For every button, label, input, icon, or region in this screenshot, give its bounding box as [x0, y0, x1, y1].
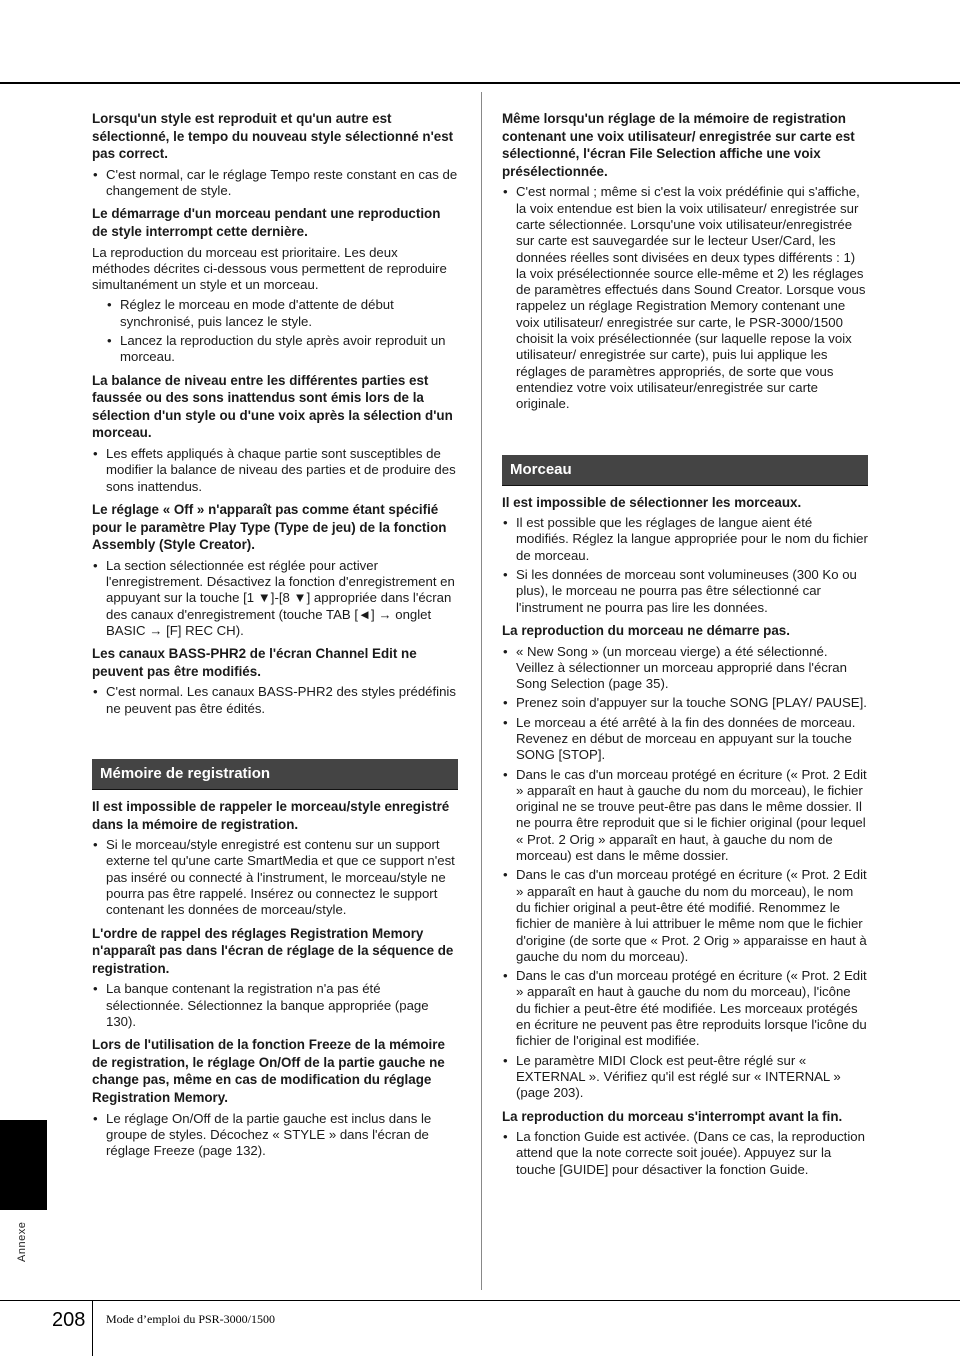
- problem-heading: Le démarrage d'un morceau pendant une reproduction de style interrompt cette dernière.: [92, 206, 441, 239]
- solution-item: • Il est possible que les réglages de langue aient été modifiés. Réglez la langue appropriée pour le nom du fichier de morceau.: [502, 515, 868, 564]
- problem-heading: La reproduction du morceau s'interrompt avant la fin.: [502, 1108, 843, 1124]
- solution-item: • « New Song » (un morceau vierge) a été sélectionné. Veillez à sélectionner un morceau approprié dans l'écran Song Selection (page 35).: [502, 644, 868, 693]
- solution-item: • Dans le cas d'un morceau protégé en écriture (« Prot. 2 Edit » apparaît en haut à gauche du nom du morceau), le nom du fichier original a peut-être été modifié. Renommez le fichier de manière à lui attribuer le même nom que le fichier d'origine (de sorte que « Prot. 2 Orig » apparaisse en haut à gauche du nom du morceau).: [502, 867, 868, 965]
- solution-list: [92, 1111, 458, 1160]
- problem-heading: Même lorsqu'un réglage de la mémoire de registration contenant une voix utilisateur/ enregistrée sur carte est sélectionné, l'écran File Selection affiche une voix présélectionnée.: [502, 111, 855, 179]
- solution-list: [502, 1129, 868, 1178]
- solution-list: [92, 837, 458, 918]
- solution-item: • Le morceau a été arrêté à la fin des données de morceau. Revenez en début de morceau en appuyant sur la touche SONG [STOP].: [502, 715, 868, 764]
- solution-item: • Lancez la reproduction du style après avoir reproduit un morceau.: [106, 333, 458, 366]
- solution-item: • Prenez soin d'appuyer sur la touche SONG [PLAY/ PAUSE].: [502, 695, 868, 711]
- section-header-registration: Mémoire de registration: [92, 759, 458, 790]
- solution-list: [502, 644, 868, 1102]
- solution-item: • Si le morceau/style enregistré est contenu sur un support externe tel qu'une carte SmartMedia et que ce support n'est pas inséré ou connecté à l'instrument, le morceau/style ne pourra pas être rappelé. Insérez ou connectez le support contenant les données de morceau/style.: [92, 837, 458, 918]
- solution-item: • Dans le cas d'un morceau protégé en écriture (« Prot. 2 Edit » apparaît en haut à gauche du nom du morceau), l'icône du fichier a peut-être été modifiée. Les morceaux protégés en écriture ne peuvent pas être reproduits lorsque l'icône du fichier de l'original est modifiée.: [502, 968, 868, 1049]
- solution-list: [502, 184, 868, 412]
- left-column: [92, 110, 458, 1166]
- solution-item: • C'est normal, car le réglage Tempo reste constant en cas de changement de style.: [92, 167, 458, 200]
- solution-item: • Dans le cas d'un morceau protégé en écriture (« Prot. 2 Edit » apparaît en haut à gauche du nom du morceau), le fichier original ne se trouve peut-être pas dans le même dossier. Il ne pourra être reproduit que si le fichier original (pour lequel « Prot. 2 Orig » apparaît en haut, à gauche du nom de morceau) est dans le même dossier.: [502, 767, 868, 865]
- page-number: 208: [52, 1309, 86, 1331]
- problem-heading: La reproduction du morceau ne démarre pas.: [502, 622, 790, 638]
- footer-divider: [92, 1300, 93, 1356]
- solution-item: • La fonction Guide est activée. (Dans ce cas, la reproduction attend que la note correcte soit jouée). Appuyez sur la touche [GUIDE] pour désactiver la fonction Guide.: [502, 1129, 868, 1178]
- solution-item: • Le réglage On/Off de la partie gauche est inclus dans le groupe de styles. Décochez « STYLE » dans l'écran de réglage Freeze (page 132).: [92, 1111, 458, 1160]
- manual-title: Mode d’emploi du PSR-3000/1500: [106, 1312, 276, 1326]
- column-divider: [481, 92, 482, 1290]
- bottom-rule: [0, 1300, 960, 1301]
- solution-item: • Le paramètre MIDI Clock est peut-être réglé sur « EXTERNAL ». Vérifiez qu'il est réglé sur « INTERNAL » (page 203).: [502, 1053, 868, 1102]
- solution-list: [92, 446, 458, 495]
- chapter-tab: [0, 1120, 47, 1210]
- problem-heading: Les canaux BASS-PHR2 de l'écran Channel Edit ne peuvent pas être modifiés.: [92, 646, 417, 679]
- problem-heading: Lors de l'utilisation de la fonction Freeze de la mémoire de registration, le réglage On/Off de la partie gauche ne change pas, même en cas de modification du réglage Registration Memory.: [92, 1037, 445, 1106]
- problem-heading: Lorsqu'un style est reproduit et qu'un autre est sélectionné, le tempo du nouveau style sélectionné n'est pas correct.: [92, 111, 454, 162]
- solution-item: • C'est normal. Les canaux BASS-PHR2 des styles prédéfinis ne peuvent pas être édités.: [92, 684, 458, 717]
- solution-item: • Les effets appliqués à chaque partie sont susceptibles de modifier la balance de niveau des parties et de produire des sons inattendus.: [92, 446, 458, 495]
- problem-heading: Le réglage « Off » n'apparaît pas comme étant spécifié pour le paramètre Play Type (Type de jeu) de la fonction Assembly (Style Creator).: [92, 501, 447, 553]
- solution-item: • Réglez le morceau en mode d'attente de début synchronisé, puis lancez le style.: [106, 297, 458, 330]
- solution-list: [92, 297, 458, 365]
- solution-item: • C'est normal ; même si c'est la voix prédéfinie qui s'affiche, la voix entendue est bien la voix utilisateur/ enregistrée sur carte sélectionnée. Lorsqu'une voix utilisateur/enregistrée sur carte est sauvegardée sur le lecteur User/Card, les données réelles sont divisées en deux types différents : 1) la voix présélectionnée source elle-même et 2) les réglages de paramètres effectués dans Sound Creator. Lorsque vous rappelez un réglage Registration Memory contenant une voix utilisateur/ enregistrée sur carte, le PSR-3000/1500 choisit la voix présélectionnée (sur laquelle repose la voix utilisateur/ enregistrée sur carte), puis lui applique les réglages de paramètres appropriés, de sorte que vous entendiez votre voix utilisateur/enregistrée sur carte originale.: [502, 184, 868, 412]
- right-column: [502, 110, 868, 1184]
- solution-list: [92, 167, 458, 200]
- problem-heading: Il est impossible de rappeler le morceau/style enregistré dans la mémoire de registration.: [92, 798, 450, 832]
- problem-heading: Il est impossible de sélectionner les morceaux.: [502, 494, 802, 510]
- solution-list: [92, 558, 458, 639]
- problem-heading: La balance de niveau entre les différentes parties est faussée ou des sons inattendus sont émis lors de la sélection d'un style ou d'une voix après la sélection d'un morceau.: [92, 372, 453, 441]
- chapter-label: Annexe: [16, 1221, 28, 1262]
- problem-heading: L'ordre de rappel des réglages Registration Memory n'apparaît pas dans l'écran de réglage de la séquence de registration.: [92, 925, 454, 976]
- solution-item: • La banque contenant la registration n'a pas été sélectionnée. Sélectionnez la banque appropriée (page 130).: [92, 981, 458, 1030]
- top-rule: [0, 82, 960, 84]
- solution-list: [92, 981, 458, 1030]
- solution-list: [92, 684, 458, 717]
- solution-item: • La section sélectionnée est réglée pour activer l'enregistrement. Désactivez la fonction d'enregistrement en appuyant sur la touche [1 ▼]-[8 ▼] appropriée dans l'écran des canaux d'enregistrement (touche TAB [◄] → onglet BASIC → [F] REC CH).: [92, 558, 458, 639]
- solution-list: [502, 515, 868, 616]
- paragraph: La reproduction du morceau est prioritaire. Les deux méthodes décrites ci-dessous vous permettent de reproduire simultanément un style et un morceau.: [92, 244, 447, 293]
- solution-item: • Si les données de morceau sont volumineuses (300 Ko ou plus), le morceau ne pourra pas être sélectionné car l'instrument ne pourra pas lire les données.: [502, 567, 868, 616]
- section-header-song: Morceau: [502, 455, 868, 486]
